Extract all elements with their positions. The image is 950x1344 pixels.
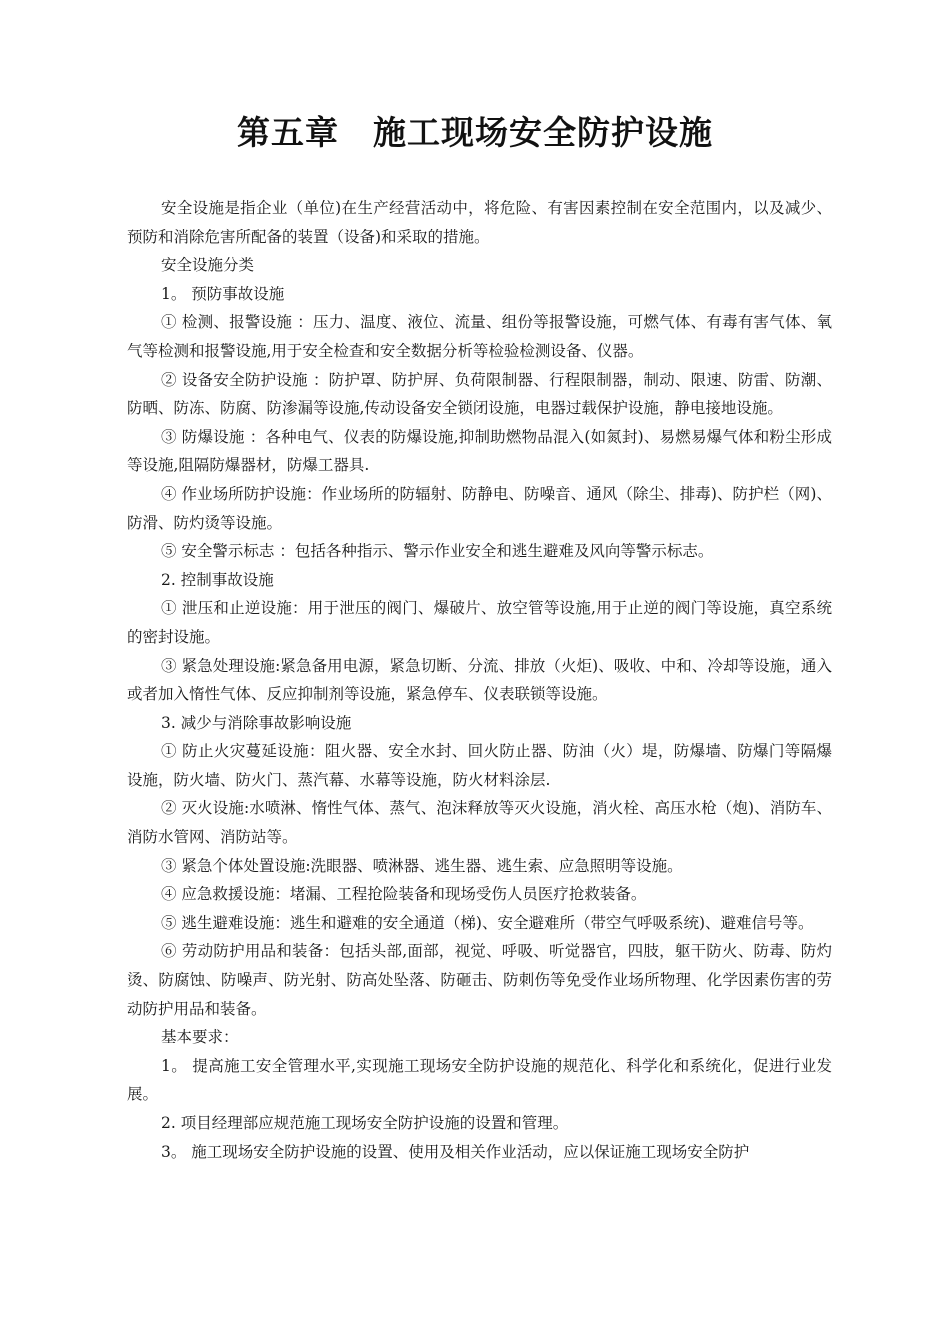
section-heading-control: 2. 控制事故设施 xyxy=(161,570,274,589)
paragraph-intro: 安全设施是指企业（单位)在生产经营活动中，将危险、有害因素控制在安全范围内，以及减少、预防和消除危害所配备的装置（设备)和采取的措施。 xyxy=(127,199,832,246)
paragraph-item: ⑤ 安全警示标志 ：包括各种指示、警示作业安全和逃生避难及风向等警示标志。 xyxy=(161,542,714,561)
section-heading-mitigation: 3. 减少与消除事故影响设施 xyxy=(161,713,352,732)
paragraph-item: ① 泄压和止逆设施：用于泄压的阀门、爆破片、放空管等设施,用于止逆的阀门等设施，真空系统的密封设施。 xyxy=(127,599,832,646)
paragraph-item: ④ 应急救援设施：堵漏、工程抢险装备和现场受伤人员医疗抢救装备。 xyxy=(161,885,647,904)
paragraph-item: ④ 作业场所防护设施：作业场所的防辐射、防静电、防噪音、通风（除尘、排毒)、防护栏（网)、防滑、防灼烫等设施。 xyxy=(127,484,832,532)
paragraph-item: ② 灭火设施:水喷淋、惰性气体、蒸气、泡沫释放等灭火设施，消火栓、高压水枪（炮)、消防车、消防水管网、消防站等。 xyxy=(127,799,832,847)
paragraph-requirement: 3。 施工现场安全防护设施的设置、使用及相关作业活动，应以保证施工现场安全防护 xyxy=(161,1142,750,1161)
section-heading-prevention: 1。 预防事故设施 xyxy=(161,284,285,303)
paragraph-requirement: 1。 提高施工安全管理水平,实现施工现场安全防护设施的规范化、科学化和系统化，促进行业发展。 xyxy=(127,1056,832,1104)
paragraph-classification-heading: 安全设施分类 xyxy=(161,256,255,275)
section-heading-requirements: 基本要求： xyxy=(161,1028,239,1047)
paragraph-item: ① 防止火灾蔓延设施：阻火器、安全水封、回火防止器、防油（火）堤，防爆墙、防爆门等隔爆设施，防火墙、防火门、蒸汽幕、水幕等设施，防火材料涂层. xyxy=(127,742,832,789)
paragraph-item: ⑤ 逃生避难设施：逃生和避难的安全通道（梯)、安全避难所（带空气呼吸系统)、避难信号等。 xyxy=(161,913,814,932)
paragraph-item: ⑥ 劳动防护用品和装备：包括头部,面部，视觉、呼吸、听觉器官，四肢，躯干防火、防毒、防灼烫、防腐蚀、防噪声、防光射、防高处坠落、防砸击、防刺伤等免受作业场所物理、化学因素伤害的劳动防护用品和装备。 xyxy=(127,942,832,1018)
paragraph-item: ③ 防爆设施 ：各种电气、仪表的防爆设施,抑制助燃物品混入(如氮封)、易燃易爆气体和粉尘形成等设施,阻隔防爆器材，防爆工器具. xyxy=(127,427,832,475)
page-title: 第五章 施工现场安全防护设施 xyxy=(237,113,713,152)
paragraph-requirement: 2. 项目经理部应规范施工现场安全防护设施的设置和管理。 xyxy=(161,1114,569,1132)
paragraph-item: ② 设备安全防护设施 ：防护罩、防护屏、负荷限制器、行程限制器，制动、限速、防雷、防潮、防晒、防冻、防腐、防渗漏等设施,传动设备安全锁闭设施，电器过载保护设施，静电接地设施。 xyxy=(127,370,832,418)
document-body xyxy=(127,194,832,1166)
paragraph-item: ① 检测、报警设施 ：压力、温度、液位、流量、组份等报警设施，可燃气体、有毒有害气体、氧气等检测和报警设施,用于安全检查和安全数据分析等检验检测设备、仪器。 xyxy=(127,313,832,360)
paragraph-item: ③ 紧急处理设施:紧急备用电源，紧急切断、分流、排放（火炬)、吸收、中和、冷却等设施，通入或者加入惰性气体、反应抑制剂等设施，紧急停车、仪表联锁等设施。 xyxy=(127,656,832,704)
paragraph-item: ③ 紧急个体处置设施:洗眼器、喷淋器、逃生器、逃生索、应急照明等设施。 xyxy=(161,856,683,875)
